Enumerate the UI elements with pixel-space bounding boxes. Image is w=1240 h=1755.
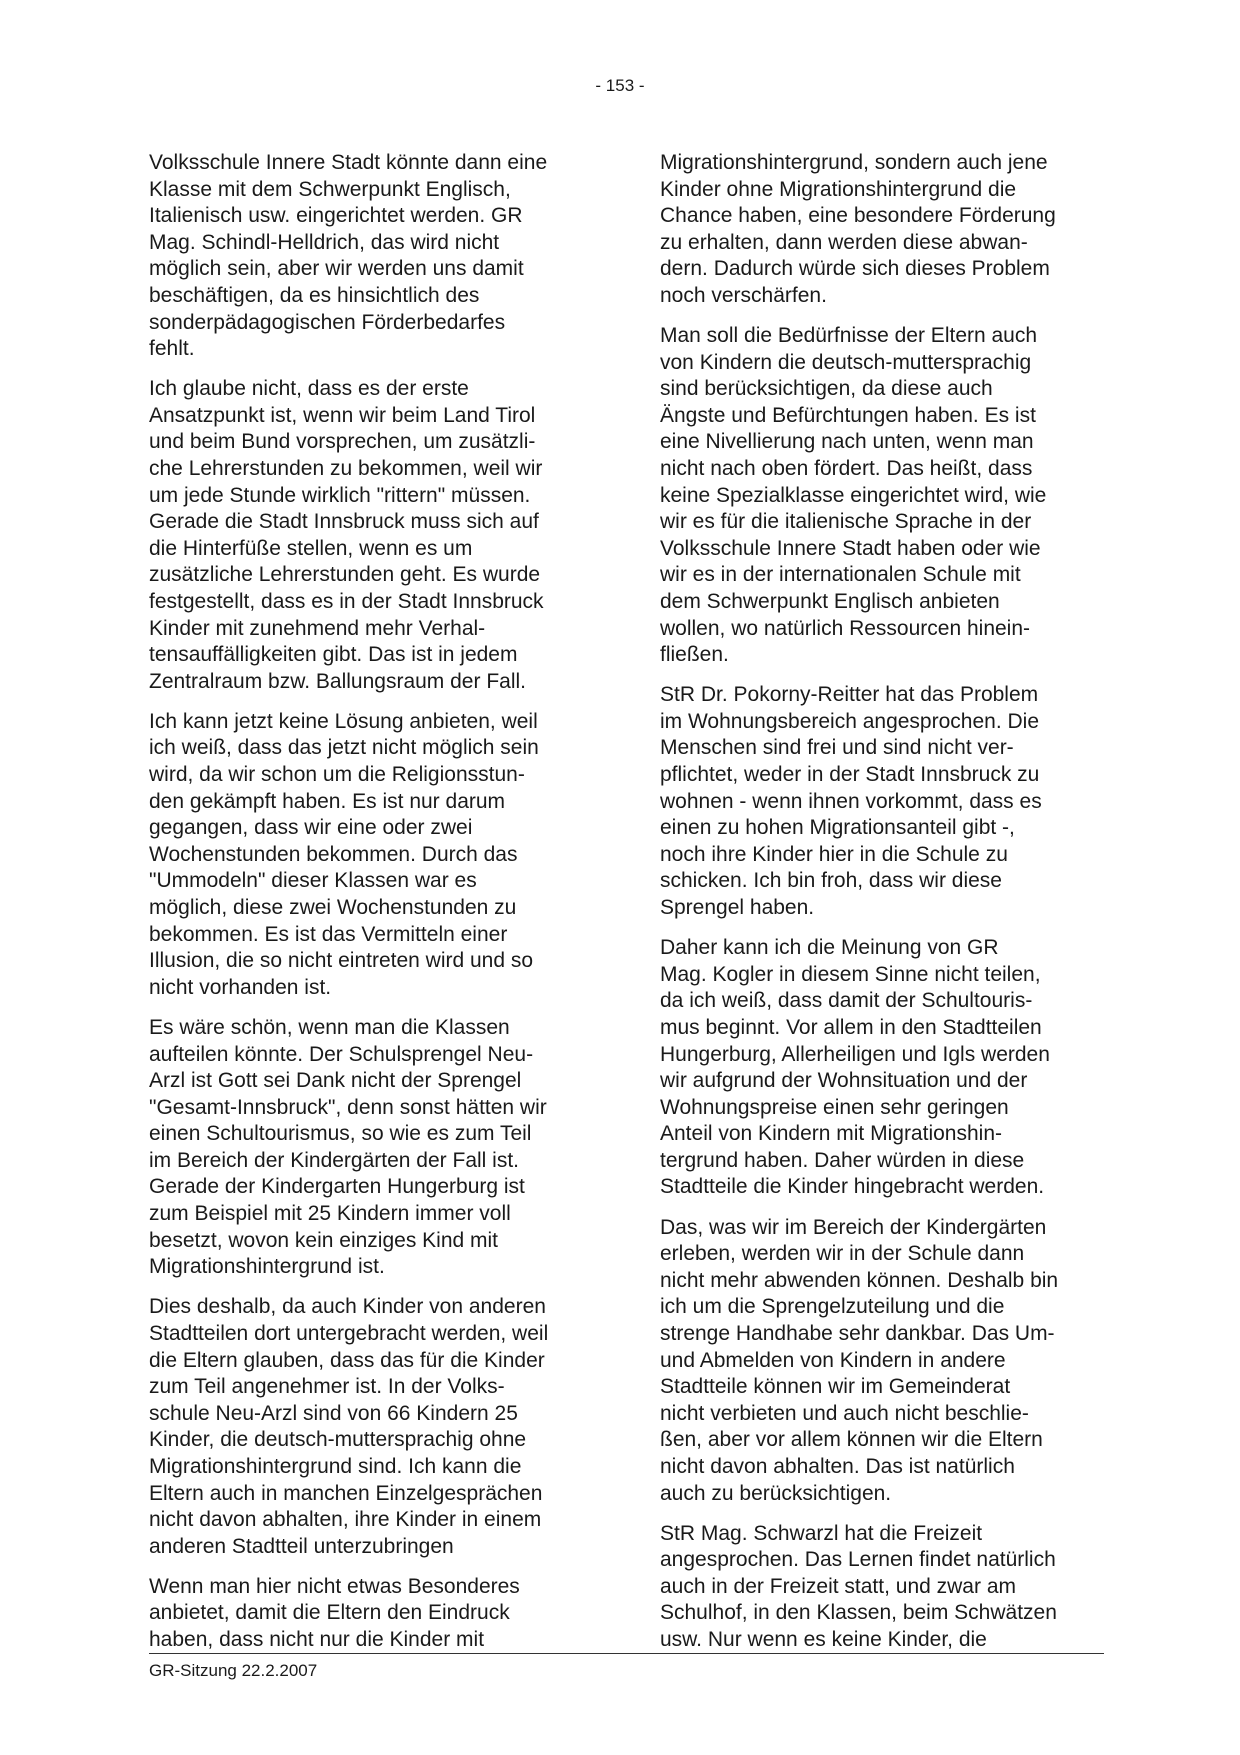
text-line: Kinder mit zunehmend mehr Verhal- <box>149 616 486 640</box>
text-line: wird, da wir schon um die Religionsstun- <box>149 763 525 787</box>
paragraph <box>149 709 604 1002</box>
text-line: gegangen, dass wir eine oder zwei <box>149 816 473 840</box>
text-line: nicht verbieten und auch nicht beschlie- <box>660 1401 1029 1425</box>
text-line: nicht mehr abwenden können. Deshalb bin <box>660 1268 1059 1292</box>
text-line: zusätzliche Lehrerstunden geht. Es wurde <box>149 563 541 587</box>
text-line: tensauffälligkeiten gibt. Das ist in jedem <box>149 643 518 667</box>
text-line: Kinder ohne Migrationshintergrund die <box>660 177 1017 201</box>
text-line: "Gesamt-Innsbruck", denn sonst hätten wir <box>149 1095 547 1119</box>
text-line: wir es für die italienische Sprache in der <box>660 510 1032 534</box>
paragraph <box>149 150 604 363</box>
text-line: haben, dass nicht nur die Kinder mit <box>149 1627 485 1651</box>
text-line: besetzt, wovon kein einziges Kind mit <box>149 1228 499 1252</box>
text-line: beschäftigen, da es hinsichtlich des <box>149 283 480 307</box>
text-line: Schulhof, in den Klassen, beim Schwätzen <box>660 1601 1057 1625</box>
text-line: die Hinterfüße stellen, wenn es um <box>149 536 473 560</box>
text-line: Volksschule Innere Stadt haben oder wie <box>660 536 1041 560</box>
text-line: von Kindern die deutsch-muttersprachig <box>660 350 1032 374</box>
text-line: Dies deshalb, da auch Kinder von anderen <box>149 1295 546 1319</box>
text-line: StR Mag. Schwarzl hat die Freizeit <box>660 1521 983 1545</box>
text-line: dern. Dadurch würde sich dieses Problem <box>660 257 1050 281</box>
text-line: wir es in der internationalen Schule mit <box>660 563 1021 587</box>
text-line: nicht davon abhalten. Das ist natürlich <box>660 1454 1015 1478</box>
text-line: "Ummodeln" dieser Klassen war es <box>149 869 477 893</box>
text-line: keine Spezialklasse eingerichtet wird, wie <box>660 483 1047 507</box>
text-line: fehlt. <box>149 337 195 361</box>
text-line: ßen, aber vor allem können wir die Eltern <box>660 1428 1043 1452</box>
text-line: auch zu berücksichtigen. <box>660 1481 892 1505</box>
text-line: Gerade die Stadt Innsbruck muss sich auf <box>149 510 539 534</box>
text-line: pflichtet, weder in der Stadt Innsbruck zu <box>660 763 1040 787</box>
text-line: sonderpädagogischen Förderbedarfes <box>149 310 506 334</box>
paragraph <box>149 1015 604 1281</box>
text-line: Stadtteilen dort untergebracht werden, weil <box>149 1321 549 1345</box>
text-line: Mag. Schindl-Helldrich, das wird nicht <box>149 230 500 254</box>
footer-rule <box>149 1653 1104 1654</box>
text-line: nicht davon abhalten, ihre Kinder in einem <box>149 1508 542 1532</box>
text-line: Migrationshintergrund ist. <box>149 1255 385 1279</box>
text-line: Anteil von Kindern mit Migrationshin- <box>660 1122 1002 1146</box>
text-line: angesprochen. Das Lernen findet natürlich <box>660 1548 1056 1572</box>
text-line: fließen. <box>660 643 729 667</box>
text-line: Kinder, die deutsch-muttersprachig ohne <box>149 1428 527 1452</box>
text-line: dem Schwerpunkt Englisch anbieten <box>660 590 1000 613</box>
page-number: - 153 - <box>595 76 645 95</box>
paragraph <box>149 1294 604 1560</box>
text-line: auch in der Freizeit statt, und zwar am <box>660 1574 1016 1598</box>
text-line: strenge Handhabe sehr dankbar. Das Um- <box>660 1321 1055 1345</box>
text-line: sind berücksichtigen, da diese auch <box>660 377 993 401</box>
paragraph <box>660 1521 1115 1654</box>
text-line: die Eltern glauben, dass das für die Kinder <box>149 1348 545 1372</box>
text-line: usw. Nur wenn es keine Kinder, die <box>660 1627 987 1651</box>
text-line: zum Beispiel mit 25 Kindern immer voll <box>149 1202 511 1226</box>
text-line: Ansatzpunkt ist, wenn wir beim Land Tirol <box>149 403 536 427</box>
left-column <box>149 150 604 1667</box>
text-line: Migrationshintergrund sind. Ich kann die <box>149 1454 522 1478</box>
text-line: nicht vorhanden ist. <box>149 975 332 999</box>
text-line: schicken. Ich bin froh, dass wir diese <box>660 869 1002 893</box>
text-line: Wochenstunden bekommen. Durch das <box>149 842 518 866</box>
text-line: Das, was wir im Bereich der Kindergärten <box>660 1215 1047 1239</box>
text-line: im Bereich der Kindergärten der Fall ist. <box>149 1148 519 1172</box>
text-line: Volksschule Innere Stadt könnte dann eine <box>149 151 548 174</box>
text-line: und beim Bund vorsprechen, um zusätzli- <box>149 430 536 454</box>
text-line: aufteilen könnte. Der Schulsprengel Neu- <box>149 1042 534 1066</box>
text-line: Hungerburg, Allerheiligen und Igls werden <box>660 1042 1050 1066</box>
text-line: Daher kann ich die Meinung von GR <box>660 936 999 960</box>
text-line: und Abmelden von Kindern in andere <box>660 1348 1006 1372</box>
text-line: einen zu hohen Migrationsanteil gibt -, <box>660 816 1015 840</box>
text-line: eine Nivellierung nach unten, wenn man <box>660 430 1034 454</box>
paragraph <box>660 1215 1115 1508</box>
text-line: einen Schultourismus, so wie es zum Teil <box>149 1122 532 1146</box>
text-line: Illusion, die so nicht eintreten wird und so <box>149 949 534 973</box>
text-line: möglich sein, aber wir werden uns damit <box>149 257 524 281</box>
text-line: bekommen. Es ist das Vermitteln einer <box>149 922 508 946</box>
text-line: Ängste und Befürchtungen haben. Es ist <box>660 403 1036 427</box>
text-line: zum Teil angenehmer ist. In der Volks- <box>149 1375 505 1399</box>
text-line: Migrationshintergrund, sondern auch jene <box>660 151 1048 174</box>
text-line: noch ihre Kinder hier in die Schule zu <box>660 842 1008 866</box>
text-line: Man soll die Bedürfnisse der Eltern auch <box>660 324 1038 348</box>
text-line: im Wohnungsbereich angesprochen. Die <box>660 709 1040 733</box>
right-column <box>660 150 1115 1667</box>
paragraph <box>660 682 1115 921</box>
text-line: Wohnungspreise einen sehr geringen <box>660 1095 1009 1119</box>
text-line: noch verschärfen. <box>660 283 827 307</box>
text-line: wohnen - wenn ihnen vorkommt, dass es <box>660 789 1042 813</box>
footer-text: GR-Sitzung 22.2.2007 <box>149 1661 318 1680</box>
text-line: wollen, wo natürlich Ressourcen hinein- <box>660 616 1031 640</box>
paragraph <box>149 376 604 695</box>
text-line: Eltern auch in manchen Einzelgesprächen <box>149 1481 543 1505</box>
text-line: Gerade der Kindergarten Hungerburg ist <box>149 1175 525 1199</box>
text-line: anderen Stadtteil unterzubringen <box>149 1534 454 1558</box>
text-line: zu erhalten, dann werden diese abwan- <box>660 230 1028 254</box>
text-line: Klasse mit dem Schwerpunkt Englisch, <box>149 177 511 201</box>
paragraph <box>660 323 1115 669</box>
text-line: Es wäre schön, wenn man die Klassen <box>149 1015 510 1039</box>
text-line: Mag. Kogler in diesem Sinne nicht teilen, <box>660 962 1041 986</box>
text-line: Stadtteile die Kinder hingebracht werden. <box>660 1175 1045 1199</box>
text-line: Ich glaube nicht, dass es der erste <box>149 377 469 401</box>
text-line: Sprengel haben. <box>660 896 815 920</box>
text-line: festgestellt, dass es in der Stadt Innsbruck <box>149 590 544 613</box>
text-line: um jede Stunde wirklich "rittern" müssen. <box>149 483 531 507</box>
text-line: mus beginnt. Vor allem in den Stadtteilen <box>660 1015 1042 1039</box>
text-line: Ich kann jetzt keine Lösung anbieten, weil <box>149 709 538 733</box>
text-line: da ich weiß, dass damit der Schultouris- <box>660 989 1033 1013</box>
text-line: StR Dr. Pokorny-Reitter hat das Problem <box>660 683 1039 707</box>
text-line: Chance haben, eine besondere Förderung <box>660 204 1056 228</box>
text-line: Italienisch usw. eingerichtet werden. GR <box>149 204 523 228</box>
text-line: ich weiß, dass das jetzt nicht möglich sein <box>149 736 539 760</box>
text-line: anbietet, damit die Eltern den Eindruck <box>149 1601 510 1625</box>
text-line: che Lehrerstunden zu bekommen, weil wir <box>149 457 543 481</box>
paragraph <box>149 1574 604 1654</box>
text-line: möglich, diese zwei Wochenstunden zu <box>149 896 517 920</box>
paragraph <box>660 150 1115 310</box>
text-line: Stadtteile können wir im Gemeinderat <box>660 1375 1011 1399</box>
text-line: tergrund haben. Daher würden in diese <box>660 1148 1025 1172</box>
paragraph <box>660 935 1115 1201</box>
text-line: erleben, werden wir in der Schule dann <box>660 1242 1025 1266</box>
text-line: wir aufgrund der Wohnsituation und der <box>660 1069 1028 1093</box>
text-line: Menschen sind frei und sind nicht ver- <box>660 736 1014 760</box>
text-line: den gekämpft haben. Es ist nur darum <box>149 789 506 813</box>
text-line: Zentralraum bzw. Ballungsraum der Fall. <box>149 669 526 693</box>
text-line: schule Neu-Arzl sind von 66 Kindern 25 <box>149 1401 518 1425</box>
text-line: ich um die Sprengelzuteilung und die <box>660 1295 1005 1319</box>
text-line: Wenn man hier nicht etwas Besonderes <box>149 1574 520 1598</box>
text-line: Arzl ist Gott sei Dank nicht der Sprengel <box>149 1069 522 1093</box>
text-line: nicht nach oben fördert. Das heißt, dass <box>660 457 1033 481</box>
